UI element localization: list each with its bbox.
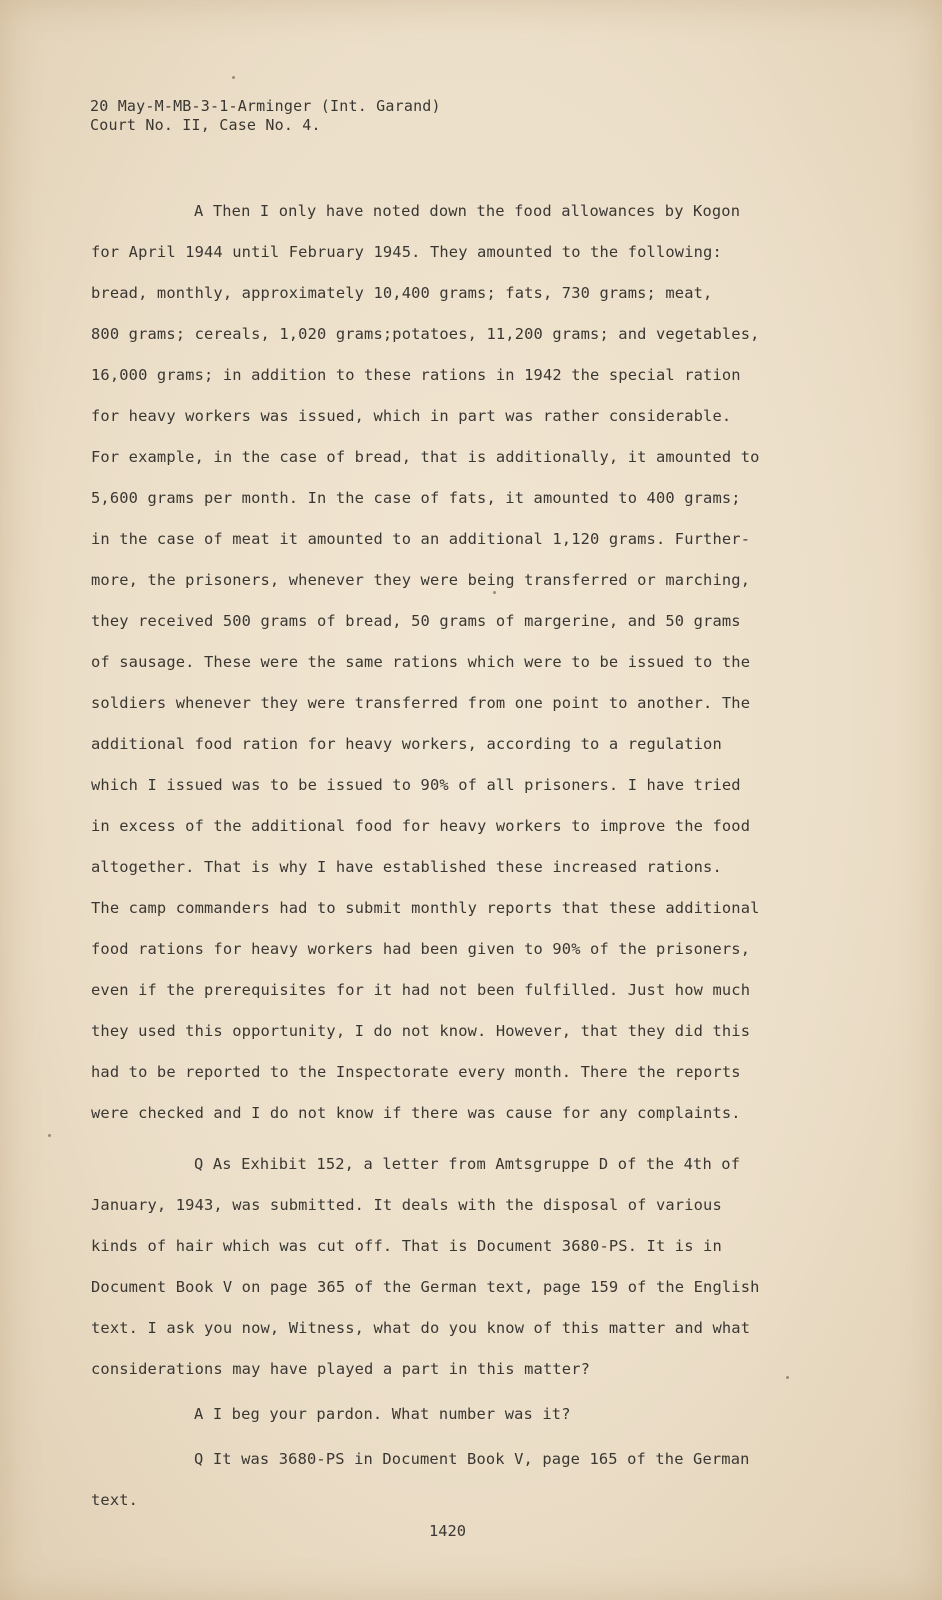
text-line: food rations for heavy workers had been given to 90% of the prisoners, (91, 940, 751, 958)
text-line: considerations may have played a part in this matter? (91, 1360, 591, 1378)
text-line: more, the prisoners, whenever they were being transferred or marching, (91, 571, 751, 589)
text-line: 16,000 grams; in addition to these rations in 1942 the special ration (91, 366, 741, 384)
paper-speck (493, 591, 496, 594)
document-header (90, 97, 441, 135)
text-line: January, 1943, was submitted. It deals with the disposal of various (91, 1196, 722, 1214)
text-line: For example, in the case of bread, that is additionally, it amounted to (91, 448, 760, 466)
text-line: Document Book V on page 365 of the German text, page 159 of the English (91, 1278, 760, 1296)
paper-speck (786, 1376, 789, 1379)
text-line: A I beg your pardon. What number was it? (194, 1405, 571, 1423)
text-line: bread, monthly, approximately 10,400 grams; fats, 730 grams; meat, (91, 284, 713, 302)
text-line: Q As Exhibit 152, a letter from Amtsgruppe D of the 4th of (194, 1155, 741, 1173)
text-line: they received 500 grams of bread, 50 grams of margerine, and 50 grams (91, 612, 741, 630)
text-line: text. I ask you now, Witness, what do you know of this matter and what (91, 1319, 751, 1337)
text-line: for April 1944 until February 1945. They amounted to the following: (91, 243, 722, 261)
text-line: Q It was 3680-PS in Document Book V, page 165 of the German (194, 1450, 750, 1468)
text-line: in excess of the additional food for heavy workers to improve the food (91, 817, 751, 835)
text-line: kinds of hair which was cut off. That is Document 3680-PS. It is in (91, 1237, 722, 1255)
text-line: 5,600 grams per month. In the case of fats, it amounted to 400 grams; (91, 489, 741, 507)
text-line: soldiers whenever they were transferred from one point to another. The (91, 694, 751, 712)
header-court-line: Court No. II, Case No. 4. (90, 116, 321, 134)
paper-speck (48, 1134, 51, 1137)
text-line: in the case of meat it amounted to an additional 1,120 grams. Further- (91, 530, 751, 548)
text-line: 800 grams; cereals, 1,020 grams;potatoes, 11,200 grams; and vegetables, (91, 325, 760, 343)
text-line: A Then I only have noted down the food allowances by Kogon (194, 202, 741, 220)
text-line: had to be reported to the Inspectorate every month. There the reports (91, 1063, 741, 1081)
text-line: even if the prerequisites for it had not been fulfilled. Just how much (91, 981, 751, 999)
text-line: The camp commanders had to submit monthly reports that these additional (91, 899, 760, 917)
text-line: they used this opportunity, I do not know. However, that they did this (91, 1022, 751, 1040)
paper-speck (232, 76, 235, 79)
text-line: text. (91, 1491, 139, 1509)
text-line: which I issued was to be issued to 90% of all prisoners. I have tried (91, 776, 741, 794)
header-session-line: 20 May-M-MB-3-1-Arminger (Int. Garand) (90, 97, 441, 115)
text-line: were checked and I do not know if there was cause for any complaints. (91, 1104, 741, 1122)
text-line: altogether. That is why I have established these increased rations. (91, 858, 722, 876)
page-number: 1420 (429, 1522, 467, 1540)
text-line: additional food ration for heavy workers, according to a regulation (91, 735, 722, 753)
text-line: of sausage. These were the same rations which were to be issued to the (91, 653, 751, 671)
text-line: for heavy workers was issued, which in part was rather considerable. (91, 407, 732, 425)
